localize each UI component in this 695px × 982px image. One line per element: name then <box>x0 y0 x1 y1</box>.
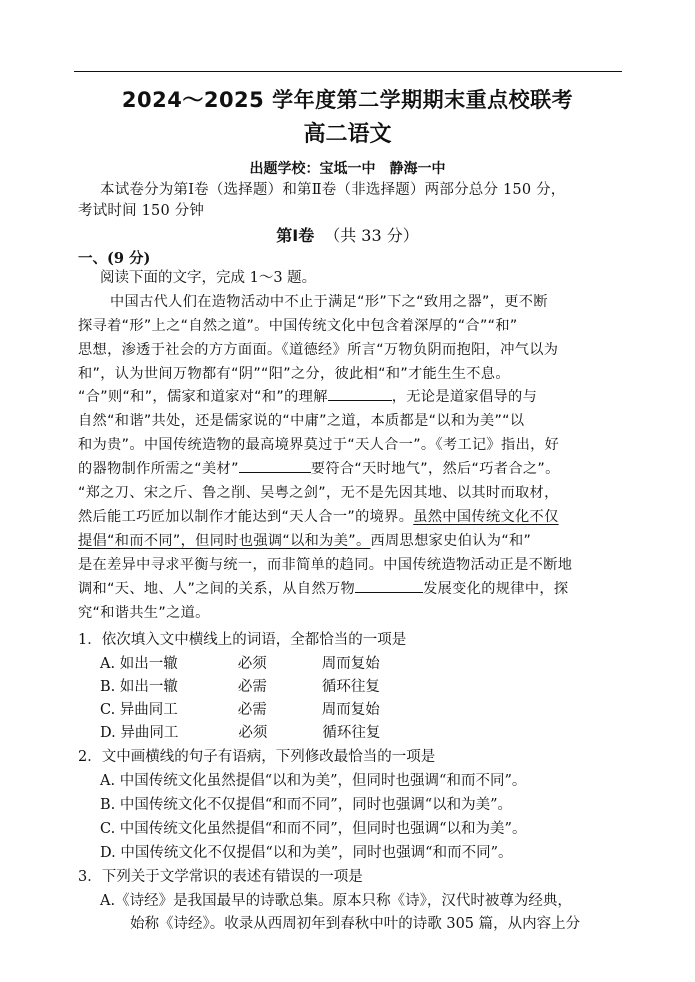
option-label: D. <box>100 725 116 741</box>
option-label: A. <box>100 893 116 909</box>
fill-blank-3[interactable] <box>355 579 423 593</box>
intro-line-1: 本试卷分为第Ⅰ卷（选择题）和第Ⅱ卷（非选择题）两部分总分 150 分， <box>100 182 566 198</box>
passage-line: 究“和谐共生”之道。 <box>78 605 210 621</box>
passage-line <box>78 531 531 551</box>
passage-line <box>78 459 560 479</box>
option-label: D. <box>100 845 116 861</box>
option-label: C. <box>100 702 116 718</box>
question-2-option-d[interactable] <box>100 843 512 863</box>
option-label: B. <box>100 797 116 813</box>
schools-second: 静海一中 <box>389 161 446 177</box>
passage-segment: 的器物制作所需之“美材” <box>78 461 239 477</box>
passage-segment: “合”则“和”，儒家和道家对“和”的理解 <box>78 389 328 405</box>
schools-label: 出题学校：宝坻一中 <box>249 161 376 177</box>
question-2-option-c[interactable] <box>100 819 526 839</box>
question-2-option-a[interactable] <box>100 771 526 791</box>
option-label: A. <box>100 773 116 789</box>
question-1-option-d[interactable] <box>100 723 380 743</box>
option-word: 周而复始 <box>321 656 380 672</box>
question-3-stem: 3．下列关于文学常识的表述有错误的一项是 <box>78 869 363 885</box>
section-title <box>0 223 695 246</box>
option-word: 如出一辙 <box>119 679 178 695</box>
option-word: 必需 <box>237 702 267 718</box>
question-1-option-a[interactable] <box>100 654 380 674</box>
question-1-stem: 1．依次填入文中横线上的词语，全都恰当的一项是 <box>78 632 407 648</box>
option-word: 异曲同工 <box>120 725 179 741</box>
passage-line <box>78 579 568 599</box>
exam-subject: 高二语文 <box>303 122 392 147</box>
option-word: 循环往复 <box>321 679 380 695</box>
question-1-option-c[interactable] <box>100 700 380 720</box>
question-1-option-b[interactable] <box>100 677 380 697</box>
passage-line: 和为贵”。中国传统造物的最高境界莫过于“天人合一”。《考工记》指出，好 <box>78 437 560 453</box>
section-name: 第Ⅰ卷 <box>276 226 315 245</box>
passage-segment: 发展变化的规律中，探 <box>423 581 569 597</box>
option-word: 必须 <box>237 656 267 672</box>
fill-blank-1[interactable] <box>328 387 392 401</box>
option-word: 周而复始 <box>321 702 380 718</box>
section-score: （共 33 分） <box>324 226 419 245</box>
option-word: 必需 <box>237 679 267 695</box>
passage-line <box>78 387 537 407</box>
option-word: 循环往复 <box>322 725 381 741</box>
intro-line-2: 考试时间 150 分钟 <box>78 203 205 219</box>
passage-line: 中国古代人们在造物活动中不止于满足“形”下之“致用之器”，更不断 <box>110 294 548 310</box>
option-label: C. <box>100 821 116 837</box>
passage-segment: 然后能工巧匠加以制作才能达到“天人合一”的境界。 <box>78 509 414 525</box>
underlined-sentence: 虽然中国传统文化不仅 <box>413 509 559 525</box>
passage-line: 探寻着“形”上之“自然之道”。中国传统文化中包含着深厚的“合”“和” <box>78 318 518 334</box>
question-2-option-b[interactable] <box>100 795 512 815</box>
option-label: B. <box>100 679 116 695</box>
option-word: 如出一辙 <box>119 656 178 672</box>
underlined-sentence: 提倡“和而不同”，但同时也强调“以和为美”。 <box>78 533 371 549</box>
passage-line: 和”，认为世间万物都有“阴”“阳”之分，彼此相“和”才能生生不息。 <box>78 366 510 382</box>
question-3-option-a-continued: 始称《诗经》。收录从西周初年到春秋中叶的诗歌 305 篇，从内容上分 <box>130 916 581 932</box>
setting-schools <box>0 158 695 178</box>
exam-title: 2024～2025 学年度第二学期期末重点校联考 <box>121 88 574 112</box>
option-label: A. <box>100 656 116 672</box>
passage-segment: 调和“天、地、人”之间的关系，从自然万物 <box>78 581 356 597</box>
passage-line: 自然“和谐”共处，还是儒家说的“中庸”之道，本质都是“以和为美”“以 <box>78 413 525 429</box>
option-text: 中国传统文化虽然提倡“和而不同”，但同时也强调“以和为美”。 <box>119 821 527 837</box>
top-divider <box>74 71 622 72</box>
reading-instruction: 阅读下面的文字，完成 1～3 题。 <box>100 270 317 286</box>
fill-blank-2[interactable] <box>239 459 311 473</box>
part-heading: 一、(9 分) <box>78 250 151 267</box>
passage-line <box>78 507 559 527</box>
option-text: 中国传统文化不仅提倡“以和为美”，同时也强调“和而不同”。 <box>120 845 513 861</box>
option-text: 中国传统文化虽然提倡“以和为美”，但同时也强调“和而不同”。 <box>119 773 527 789</box>
option-word: 必须 <box>238 725 268 741</box>
passage-line: 思想，渗透于社会的方方面面。《道德经》所言“万物负阴而抱阳，冲气以为 <box>78 342 559 358</box>
passage-segment: 西周思想家史伯认为“和” <box>370 533 532 549</box>
option-word: 异曲同工 <box>119 702 178 718</box>
passage-segment: ，无论是道家倡导的与 <box>391 389 538 405</box>
question-3-option-a[interactable] <box>100 891 572 911</box>
question-2-stem: 2．文中画横线的句子有语病，下列修改最恰当的一项是 <box>78 749 436 765</box>
passage-line: “郑之刀、宋之斤、鲁之削、吴粤之剑”，无不是先因其地、以其时而取材， <box>78 485 559 501</box>
option-text: 《诗经》是我国最早的诗歌总集。原本只称《诗》，汉代时被尊为经典， <box>115 893 572 909</box>
passage-line: 是在差异中寻求平衡与统一，而非简单的趋同。中国传统造物活动正是不断地 <box>78 557 573 573</box>
passage-segment: 要符合“天时地气”，然后“巧者合之”。 <box>310 461 560 477</box>
option-text: 中国传统文化不仅提倡“和而不同”，同时也强调“以和为美”。 <box>119 797 513 813</box>
